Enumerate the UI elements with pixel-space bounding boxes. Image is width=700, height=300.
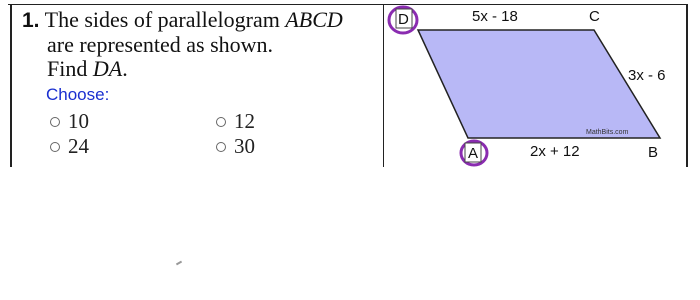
question-line-2: are represented as shown. bbox=[47, 32, 274, 57]
question-line-1 bbox=[22, 8, 377, 33]
radio-button[interactable] bbox=[216, 142, 226, 152]
parallelogram-figure bbox=[384, 0, 686, 172]
radio-button[interactable] bbox=[50, 117, 60, 127]
choice-24[interactable] bbox=[50, 134, 89, 159]
choice-label: 24 bbox=[68, 134, 89, 158]
stray-pen-mark bbox=[176, 261, 182, 266]
parallelogram-shape bbox=[418, 30, 660, 138]
side-dc-label: 5x - 18 bbox=[472, 8, 518, 25]
choice-label: 12 bbox=[234, 109, 255, 133]
side-ab-label: 2x + 12 bbox=[530, 143, 580, 160]
mathbits-watermark: MathBits.com bbox=[586, 129, 629, 136]
radio-button[interactable] bbox=[50, 142, 60, 152]
find-target: DA bbox=[92, 56, 123, 81]
vertex-c-label: C bbox=[589, 8, 600, 25]
choice-10[interactable] bbox=[50, 109, 89, 134]
choose-label: Choose: bbox=[46, 85, 110, 104]
panel-right-border bbox=[686, 4, 688, 167]
choice-12[interactable] bbox=[216, 109, 255, 134]
find-suffix: . bbox=[122, 56, 128, 81]
vertex-d-label: D bbox=[398, 11, 409, 28]
choice-label: 30 bbox=[234, 134, 255, 158]
panel-left-border bbox=[10, 4, 12, 167]
choice-label: 10 bbox=[68, 109, 89, 133]
question-text bbox=[22, 8, 377, 81]
find-prefix: Find bbox=[47, 56, 93, 81]
question-line-3 bbox=[22, 57, 377, 81]
question-number: 1. bbox=[22, 9, 40, 32]
parallelogram-name: ABCD bbox=[285, 7, 343, 32]
side-cb-label: 3x - 6 bbox=[628, 67, 666, 84]
question-line-1-text: The sides of parallelogram bbox=[44, 7, 286, 32]
radio-button[interactable] bbox=[216, 117, 226, 127]
vertex-a-label: A bbox=[468, 145, 479, 162]
choice-30[interactable] bbox=[216, 134, 255, 159]
vertex-b-label: B bbox=[648, 144, 659, 161]
